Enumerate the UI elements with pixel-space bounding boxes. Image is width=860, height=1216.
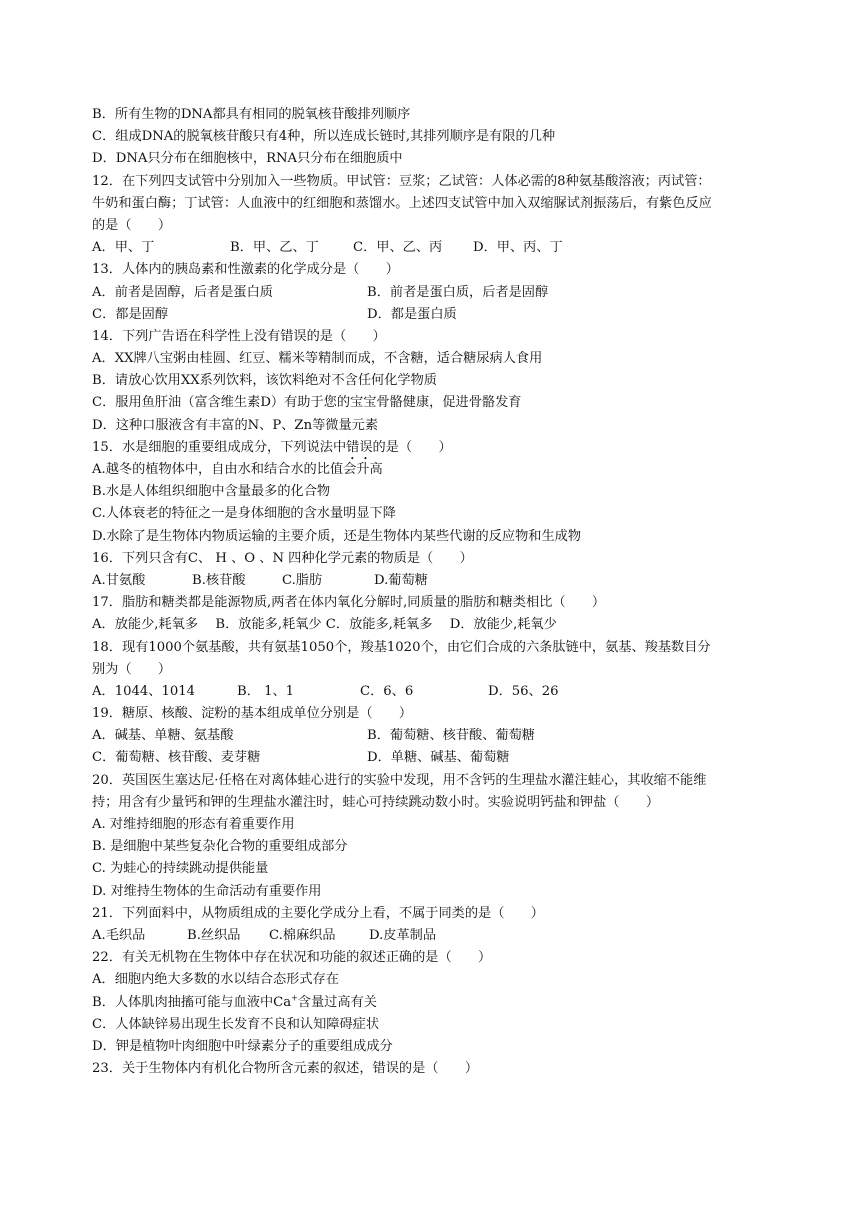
- q13-stem: 13．人体内的胰岛素和性激素的化学成分是（ ）: [92, 262, 399, 278]
- q21-option-b: B.丝织品: [187, 927, 241, 943]
- q20-option-d: D. 对维持生物体的生命活动有重要作用: [92, 883, 322, 899]
- q13-option-b: B．前者是蛋白质，后者是固醇: [367, 284, 549, 300]
- q19-options-ab: [92, 725, 812, 747]
- q17-options: A．放能少,耗氧多 B．放能多,耗氧少 C．放能多,耗氧多 D．放能少,耗氧少: [92, 617, 557, 633]
- q23-stem: 23．关于生物体内有机化合物所含元素的叙述，错误的是（ ）: [92, 1061, 479, 1077]
- q12-option-b: B．甲、乙、丁: [230, 240, 319, 256]
- q11-option-d: D．DNA只分布在细胞核中，RNA只分布在细胞质中: [92, 151, 403, 167]
- q11-option-b: B．所有生物的DNA都具有相同的脱氧核苷酸排列顺序: [92, 107, 411, 122]
- q19-option-a: A．碱基、单糖、氨基酸: [92, 728, 234, 744]
- q22-stem: 22．有关无机物在生物体中存在状况和功能的叙述正确的是（ ）: [92, 950, 492, 966]
- q15-stem: [92, 437, 812, 459]
- q18-stem-line1: 18．现有1000个氨基酸，共有氨基1050个，羧基1020个，由它们合成的六条肽链中，氨基、羧基数目分: [92, 639, 711, 655]
- q18-option-b: B． 1、1: [237, 683, 295, 699]
- q12-stem-line1: 12．在下列四支试管中分别加入一些物质。甲试管：豆浆；乙试管：人体必需的8种氨基酸溶液；丙试管：: [92, 173, 711, 189]
- q16-stem: 16．下列只含有C、 H 、O 、N 四种化学元素的物质是（ ）: [92, 550, 473, 566]
- q22-option-b: [92, 992, 812, 1014]
- q15-stem-post: 的是（ ）: [372, 439, 452, 455]
- q21-stem: 21．下列面料中，从物质组成的主要化学成分上看，不属于同类的是（ ）: [92, 905, 544, 921]
- q16-option-d: D.葡萄糖: [374, 572, 428, 588]
- q15-option-b: B.水是人体组织细胞中含量最多的化合物: [92, 484, 331, 500]
- q20-option-a: A. 对维持细胞的形态有着重要作用: [92, 817, 295, 832]
- q20-option-b: B. 是细胞中某些复杂化合物的重要组成部分: [92, 839, 348, 855]
- q18-option-d: D．56、26: [488, 683, 559, 699]
- q13-option-c: C．都是固醇: [92, 306, 169, 322]
- q20-stem-line1: 20．英国医生塞达尼·任格在对离体蛙心进行的实验中发现，用不含钙的生理盐水灌注蛙心，其收缩不能维: [92, 772, 707, 788]
- q15-option-d: D.水除了是生物体内物质运输的主要介质，还是生物体内某些代谢的反应物和生成物: [92, 528, 582, 544]
- q16-option-b: B.核苷酸: [192, 572, 246, 588]
- q16-options: [92, 570, 812, 592]
- q13-option-d: D．都是蛋白质: [367, 306, 457, 322]
- q15-stem-pre: 15．水是细胞的重要组成成分，下列说法中: [92, 439, 347, 455]
- q12-option-d: D．甲、丙、丁: [473, 240, 563, 256]
- q18-options: [92, 681, 812, 703]
- q22-option-a: A．细胞内绝大多数的水以结合态形式存在: [92, 972, 339, 988]
- q12-options: [92, 237, 812, 259]
- q16-option-c: C.脂肪: [282, 572, 323, 588]
- q14-option-a: A．XX牌八宝粥由桂圆、红豆、糯米等精制而成，不含糖，适合糖尿病人食用: [92, 351, 543, 367]
- q16-option-a: A.甘氨酸: [92, 572, 146, 588]
- q12-stem-line3: 的是（ ）: [92, 217, 172, 233]
- q11-option-c: C．组成DNA的脱氧核苷酸只有4种，所以连成长链时,其排列顺序是有限的几种: [92, 129, 556, 145]
- q18-option-c: C．6、6: [360, 683, 414, 699]
- q22-option-b-pre: B．人体肌肉抽搐可能与血液中Ca: [92, 994, 292, 1010]
- q22-option-c: C．人体缺锌易出现生长发育不良和认知障碍症状: [92, 1016, 380, 1032]
- q18-option-a: A．1044、1014: [92, 683, 196, 699]
- q21-options: [92, 925, 812, 947]
- q21-option-d: D.皮革制品: [369, 927, 437, 943]
- q12-option-a: A．甲、丁: [92, 240, 155, 256]
- q22-option-b-post: 含量过高有关: [297, 994, 377, 1010]
- q19-option-b: B．葡萄糖、核苷酸、葡萄糖: [367, 728, 535, 744]
- q20-stem-line2: 持；用含有少量钙和钾的生理盐水灌注时，蛙心可持续跳动数小时。实验说明钙盐和钾盐（ ）: [92, 794, 660, 810]
- q14-option-b: B．请放心饮用XX系列饮料，该饮料绝对不含任何化学物质: [92, 373, 437, 389]
- q14-option-c: C．服用鱼肝油（富含维生素D）有助于您的宝宝骨骼健康，促进骨骼发育: [92, 395, 522, 411]
- question-list: [92, 104, 812, 1080]
- q14-stem: 14．下列广告语在科学性上没有错误的是（ ）: [92, 328, 386, 344]
- q14-option-d: D．这种口服液含有丰富的N、P、Zn等微量元素: [92, 417, 379, 433]
- q21-option-a: A.毛织品: [92, 927, 146, 943]
- q12-stem-line2: 牛奶和蛋白酶；丁试管：人血液中的红细胞和蒸馏水。上述四支试管中加入双缩脲试剂振荡后，有紫色反应: [92, 195, 712, 211]
- q22-option-d: D．钾是植物叶肉细胞中叶绿素分子的重要组成成分: [92, 1038, 393, 1054]
- q20-option-c: C. 为蛙心的持续跳动提供能量: [92, 861, 269, 877]
- q13-options-ab: [92, 282, 812, 304]
- q13-option-a: A．前者是固醇，后者是蛋白质: [92, 284, 273, 300]
- q19-options-cd: [92, 747, 812, 769]
- q12-option-c: C．甲、乙、丙: [353, 240, 443, 256]
- q13-options-cd: [92, 304, 812, 326]
- q19-option-d: D．单糖、碱基、葡萄糖: [367, 750, 510, 766]
- q19-stem: 19．糖原、核酸、淀粉的基本组成单位分别是（ ）: [92, 706, 413, 722]
- q15-stem-emphasis: 错误: [346, 439, 373, 455]
- q19-option-c: C．葡萄糖、核苷酸、麦芽糖: [92, 750, 261, 766]
- q21-option-c: C.棉麻织品: [269, 927, 336, 943]
- q15-option-c: C.人体衰老的特征之一是身体细胞的含水量明显下降: [92, 506, 396, 522]
- q15-option-a: A.越冬的植物体中，自由水和结合水的比值会升高: [92, 462, 383, 477]
- q18-stem-line2: 别为（ ）: [92, 661, 172, 677]
- q17-stem: 17．脂肪和糖类都是能源物质,两者在体内氧化分解时,同质量的脂肪和糖类相比（ ）: [92, 595, 606, 611]
- q22-option-b-superscript: +: [291, 993, 298, 1003]
